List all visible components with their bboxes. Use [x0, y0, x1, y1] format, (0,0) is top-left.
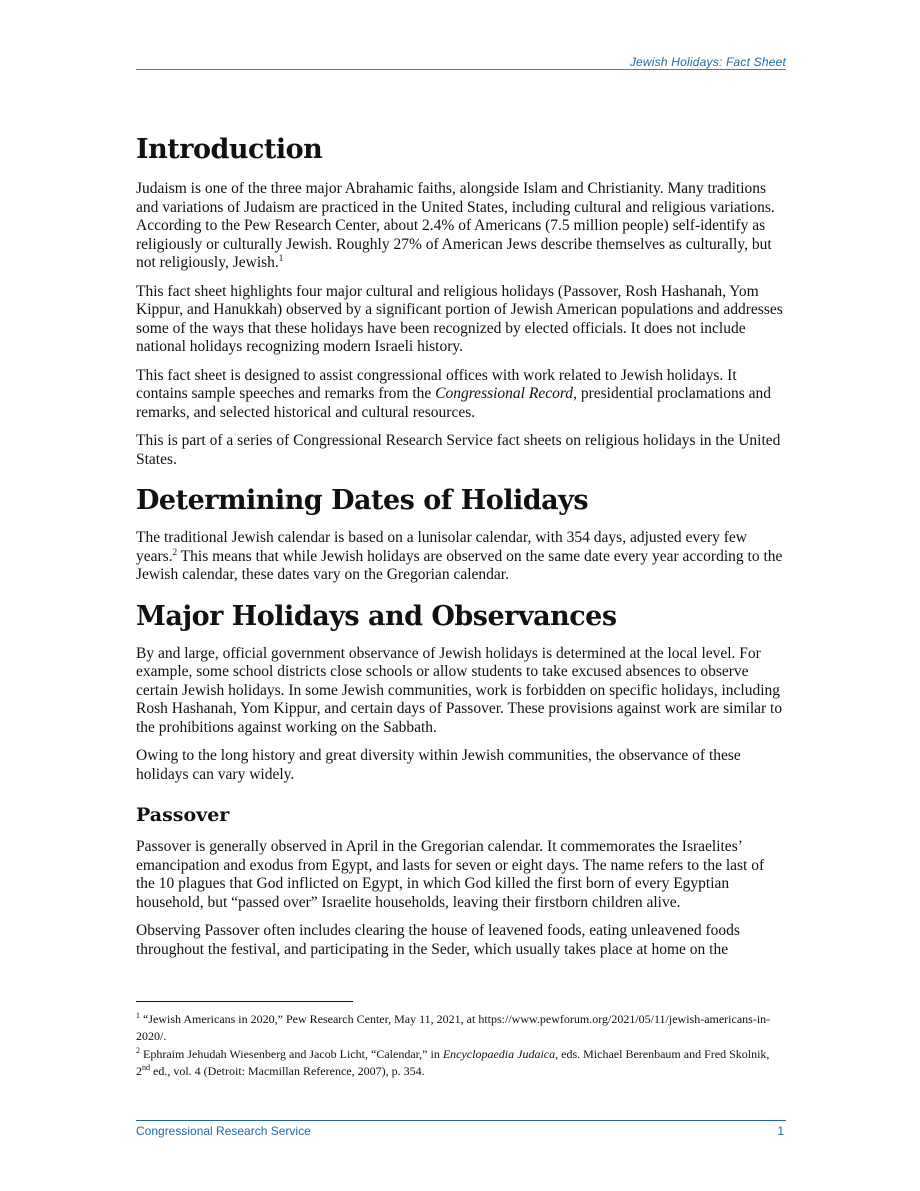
intro-paragraph-2: This fact sheet highlights four major cultural and religious holidays (Passover, Rosh Hashanah, Yom Kippur, and Hanukkah) observed by a significant portion of Jewish American populations and addresses some of the ways that these holidays have been recognized by elected officials. It does not include national holidays recognizing modern Israeli history. — [136, 282, 783, 355]
ordinal-suffix: nd — [142, 1062, 150, 1072]
footnote-2-part-b: , eds. Michael Berenbaum and Fred Skolnik, 2 — [136, 1047, 770, 1078]
footnote-2-mark: 2 — [136, 1046, 140, 1055]
footnote-1-text: “Jewish Americans in 2020,” Pew Research Center, May 11, 2021, at https://www.pewforum.org/2021/05/11/jewish-americans-in-2020/. — [136, 1012, 771, 1043]
footer-publisher: Congressional Research Service — [136, 1124, 311, 1138]
encyclopaedia-title: Encyclopaedia Judaica — [442, 1047, 556, 1061]
heading-introduction: Introduction — [136, 134, 323, 165]
running-header-title: Jewish Holidays: Fact Sheet — [629, 55, 786, 69]
footnote-1-mark: 1 — [136, 1011, 140, 1020]
intro-paragraph-1 — [136, 180, 786, 273]
footnote-ref-2[interactable]: 2 — [172, 546, 178, 557]
major-paragraph-2: Owing to the long history and great diversity within Jewish communities, the observance of these holidays can vary widely. — [136, 747, 741, 783]
footnote-ref-1[interactable]: 1 — [278, 253, 284, 263]
intro-paragraph-3-part-b: , presidential proclamations and remarks, and selected historical and cultural resources. — [136, 385, 772, 421]
heading-determining-dates: Determining Dates of Holidays — [136, 485, 589, 516]
footnote-1 — [136, 1011, 786, 1044]
intro-paragraph-3-part-a: This fact sheet is designed to assist congressional offices with work related to Jewish holidays. It contains sample speeches and remarks from the — [136, 366, 737, 402]
dates-paragraph-1 — [136, 529, 786, 585]
main-content — [136, 128, 786, 959]
dates-paragraph-1-part-a: The traditional Jewish calendar is based on a lunisolar calendar, with 354 days, adjusted every few years. — [136, 529, 748, 565]
footnotes — [136, 1011, 786, 1079]
page-number: 1 — [777, 1124, 784, 1138]
footnote-2 — [136, 1046, 786, 1079]
passover-paragraph-2: Observing Passover often includes clearing the house of leavened foods, eating unleavened foods throughout the festival, and participating in the Seder, which usually takes place at home on the — [136, 922, 740, 958]
footnote-separator — [136, 1001, 353, 1002]
heading-passover: Passover — [136, 804, 230, 826]
footer-rule — [136, 1120, 786, 1121]
intro-paragraph-3 — [136, 367, 786, 423]
intro-paragraph-1-text: Judaism is one of the three major Abrahamic faiths, alongside Islam and Christianity. Many traditions and variations of Judaism are practiced in the United States, including cultural and religious variations. According to the Pew Research Center, about 2.4% of Americans (7.5 million people) self-identify as religiously or culturally Jewish. Roughly 27% of American Jews describe themselves as culturally, but not religiously, Jewish. — [136, 180, 775, 271]
footnote-2-part-c: ed., vol. 4 (Detroit: Macmillan Reference, 2007), p. 354. — [150, 1063, 425, 1078]
intro-paragraph-4: This is part of a series of Congressional Research Service fact sheets on religious holidays in the United States. — [136, 432, 781, 468]
passover-paragraph-1: Passover is generally observed in April in the Gregorian calendar. It commemorates the Israelites’ emancipation and exodus from Egypt, and lasts for seven or eight days. The name refers to the last of the 10 plagues that God inflicted on Egypt, in which God killed the first born of every Egyptian household, but “passed over” Israelite households, leaving their firstborn children alive. — [136, 838, 765, 911]
congressional-record-title: Congressional Record — [435, 385, 574, 402]
major-paragraph-1: By and large, official government observance of Jewish holidays is determined at the local level. For example, some school districts close schools or allow students to take excused absences to observe certain Jewish holidays. In some Jewish communities, work is forbidden on specific holidays, including Rosh Hashanah, Yom Kippur, and certain days of Passover. These provisions against work are similar to the prohibitions against working on the Sabbath. — [136, 644, 783, 736]
heading-major-holidays: Major Holidays and Observances — [136, 600, 617, 632]
dates-paragraph-1-part-b: This means that while Jewish holidays are observed on the same date every year according to the Jewish calendar, these dates vary on the Gregorian calendar. — [136, 547, 783, 583]
header-rule — [136, 69, 786, 70]
footnote-2-part-a: Ephraim Jehudah Wiesenberg and Jacob Licht, “Calendar,” in — [140, 1047, 443, 1061]
